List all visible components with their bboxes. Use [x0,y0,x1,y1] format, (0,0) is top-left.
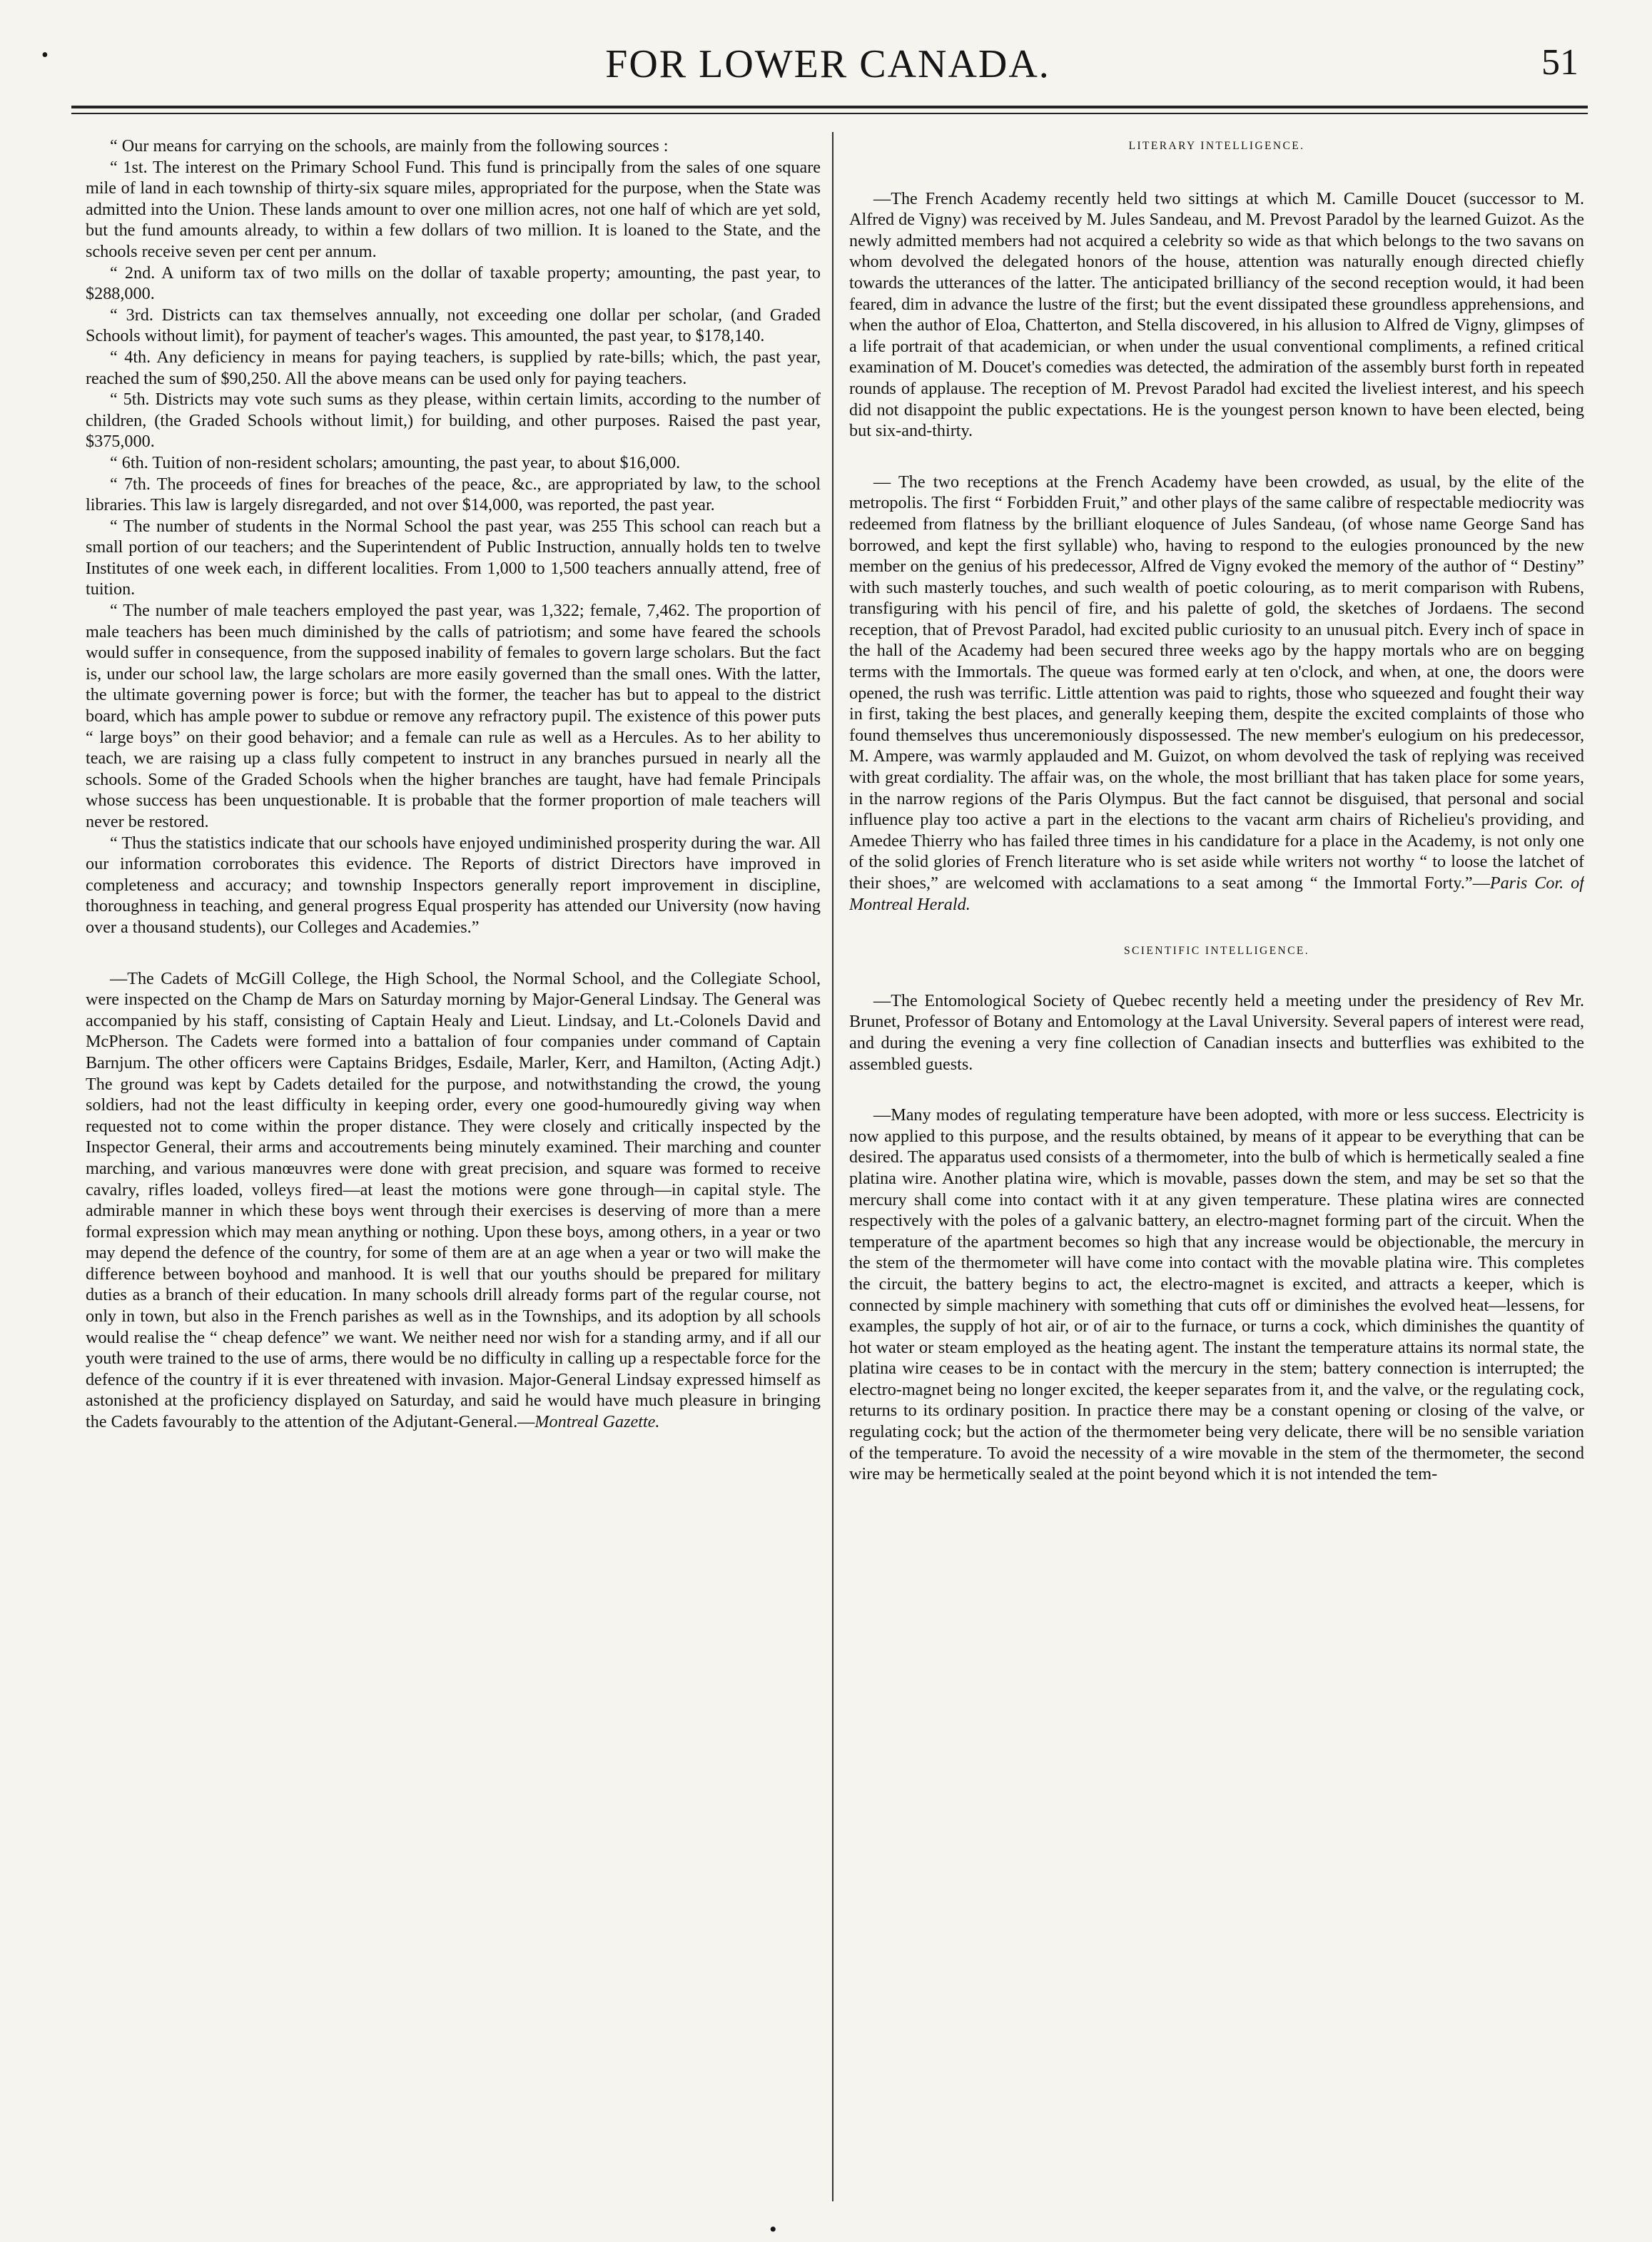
report-paragraph: “ The number of male teachers employed the past year, was 1,322; female, 7,462. The proportion of male teachers has been much diminished by the calls of patriotism; and some have feared the schools would suffer in consequence, from the supposed inability of females to govern large scholars. But the fact is, under our school law, the large scholars are more easily governed than the small ones. With the latter, the ultimate governing power is force; but with the former, the teacher has but to appeal to the district board, which has ample power to subdue or remove any refractory pupil. The existence of this power puts “ large boys” on their good behavior; and a female can rule as well as a Hercules. As to her ability to teach, we are raising up a class fully competent to instruct in any branches pursued in nearly all the schools. Some of the Graded Schools when the higher branches are taught, have had female Principals whose success has been unquestionable. It is probable that the former proportion of male teachers will never be restored. [86,601,821,831]
report-paragraph: “ 7th. The proceeds of fines for breaches of the peace, &c., are appropriated by law, to the school libraries. This law is largely disregarded, and not over $14,000, was reported, the past year. [86,474,821,515]
report-paragraph: “ 2nd. A uniform tax of two mills on the dollar of taxable property; amounting, the past year, to $288,000. [86,263,821,304]
header-rule-thick [71,106,1588,108]
report-paragraph: “ 5th. Districts may vote such sums as they please, within certain limits, according to the number of children, (the Graded Schools without limit,) for building, and other purposes. Raised the past year, $375,000. [86,390,821,452]
report-paragraph: “ Our means for carrying on the schools, are mainly from the following sources : [110,136,669,156]
cadets-article-body: —The Cadets of McGill College, the High School, the Normal School, and the Collegiate School, were inspected on the Champ de Mars on Saturday morning by Major-General Lindsay. The General was accompanied by his staff, consisting of Captain Healy and Lieut. Lindsay, and Lt.-Colonels David and McPherson. The Cadets were formed into a battalion of four companies under command of Captain Barnjum. The other officers were Captains Bridges, Esdaile, Marler, Kerr, and Hamilton, (Acting Adjt.) The ground was kept by Cadets detailed for the purpose, and notwithstanding the crowd, the young soldiers, had not the least difficulty in keeping order, every one good-humouredly giving way when requested not to come within the proper distance. They were closely and critically inspected by the Inspector General, their arms and accoutrements being minutely examined. Their marching and counter marching, and various manœuvres were done with great precision, and square was formed to receive cavalry, rifles loaded, volleys fired—at least the motions were gone through—in capital style. The admirable manner in which these boys went through their exercises is deserving of more than a mere formal expression which may mean anything or nothing. Upon these boys, among others, in a year or two may depend the defence of the country, for some of them are at an age when a year or two will make the difference between boyhood and manhood. It is well that our youths should be prepared for military duties as a branch of their education. In many schools drill already forms part of the regular course, not only in town, but also in the French parishes as well as in the Townships, and its adoption by all schools would realise the “ cheap defence” we want. We neither need nor wish for a standing army, and if all our youth were trained to the use of arms, there would be no difficulty in calling up a respectable force for the defence of the country if it is ever threatened with invasion. Major-General Lindsay expressed himself as astonished at the proficiency displayed on Saturday, and said he would have much pleasure in bringing the Cadets favourably to the attention of the Adjutant-General.— [86,968,821,1432]
article-gap [849,1075,1584,1105]
report-paragraph: “ 4th. Any deficiency in means for paying teachers, is supplied by rate-bills; which, the past year, reached the sum of $90,250. All the above means can be used only for paying teachers. [86,347,821,388]
print-speck: • [769,2218,777,2241]
scientific-paragraph: —Many modes of regulating temperature have been adopted, with more or less success. Electricity is now applied to this purpose, and the results obtained, by means of it appear to be everything that can be desired. The apparatus used consists of a thermometer, into the bulb of which is hermetically sealed a fine platina wire. Another platina wire, which is movable, passes down the stem, and may be set so that the mercury shall come into contact with it at any given temperature. These platina wires are connected respectively with the poles of a galvanic battery, an electro-magnet forming part of the circuit. When the temperature of the apartment becomes so high that any increase would be objectionable, the mercury in the stem of the thermometer will have come into contact with the movable platina wire. This completes the circuit, the battery begins to act, the electro-magnet is excited, and attracts a keeper, which is connected by simple machinery with something that cuts off or diminishes the evolved heat—lessens, for examples, the supply of hot air, or of air to the furnace, or turns a cock, which diminishes the quantity of hot water or steam employed as the heating agent. The instant the temperature attains its normal state, the platina wire ceases to be in contact with the mercury in the stem; battery connection is interrupted; the electro-magnet being no longer excited, the keeper separates from it, and the valve, or the regulating cock, returns to its ordinary position. In practice there may be a constant opening or closing of the valve, or regulating cock; but the action of the thermometer being very delicate, there will be no sensible variation of the temperature. To avoid the necessity of a wire movable in the stem of the thermometer, the second wire may be hermetically sealed at the point beyond which it is not intended the tem- [849,1105,1584,1484]
header-rule-thin [71,113,1588,114]
literary-paragraph: —The French Academy recently held two sittings at which M. Camille Doucet (successor to M. Alfred de Vigny) was received by M. Jules Sandeau, and M. Prevost Paradol by the learned Guizot. As the newly admitted members had not acquired a celebrity so wide as that which belongs to the two savans on whom devolved the delegated honors of the house, attention was naturally enough directed chiefly towards the utterances of the latter. The anticipated brilliancy of the second reception would, it had been feared, dim in advance the lustre of the first; but the event dissipated these groundless apprehensions, and when the author of Eloa, Chatterton, and Stella discovered, in his allusion to Alfred de Vigny, glimpses of a life portrait of that academician, or when under the usual conventional compliments, a refined critical examination of M. Doucet's comedies was detected, the admiration of the assembly burst forth in repeated rounds of applause. The reception of M. Prevost Paradol had excited the liveliest interest, and his speech did not disappoint the public expectations. He is the youngest person known to have been elected, being but six-and-thirty. [849,188,1584,441]
report-paragraph: “ 3rd. Districts can tax themselves annually, not exceeding one dollar per scholar, (and Graded Schools without limit), for payment of teacher's wages. This amounted, the past year, to $178,140. [86,305,821,346]
right-column [849,136,1584,2198]
cadets-article [86,968,821,1433]
report-paragraph: “ 1st. The interest on the Primary School Fund. This fund is principally from the sales of one square mile of land in each township of thirty-six square miles, appropriated for the purpose, when the State was admitted into the Union. These lands amount to over one million acres, not one half of which are yet sold, but the fund amounts already, to within a few dollars of two million. It is loaned to the State, and the schools receive seven per cent per annum. [86,157,821,261]
literary-paragraph-body: — The two receptions at the French Academy have been crowded, as usual, by the elite of the metropolis. The first “ Forbidden Fruit,” and other plays of the same calibre of respectable mediocrity was redeemed from flatness by the brilliant eloquence of Jules Sandeau, (of whose name George Sand has borrowed, and kept the first syllable) who, having to respond to the eulogies pronounced by the new member on the genius of his predecessor, Alfred de Vigny evoked the memory of the author of “ Destiny” with such masterly touches, and such wealth of poetic colouring, as to merit comparison with Rubens, transfiguring with his pencil of fire, and his palette of gold, the sketches of Jordaens. The second reception, that of Prevost Paradol, had excited public curiosity to an unusual pitch. Every inch of space in the hall of the Academy had been secured three weeks ago by the happy mortals who are on begging terms with the Immortals. The queue was formed early at ten o'clock, and when, at one, the doors were opened, the rush was terrific. Little attention was paid to rights, those who squeezed and fought their way in first, taking the best places, and generally keeping them, despite the excited complaints of those who found themselves thus unceremoniously dispossessed. The new member's eulogium on his predecessor, M. Ampere, was warmly applauded and M. Guizot, on whom devolved the task of replying was received with great cordiality. The affair was, on the whole, the most brilliant that has taken place for some years, in the narrow regions of the Paris Olympus. But the fact cannot be disguised, that personal and social influence play too active a part in the elections to the vacant arm chairs of Richelieu's providing, and Amedee Thierry who has failed three times in his candidature for a place in the Academy, is not only one of the solid glories of French literature who is set aside while writers not worthy “ to loose the latchet of their shoes,” are welcomed with acclamations to a seat among “ the Immortal Forty.”— [849,472,1584,893]
literary-heading: LITERARY INTELLIGENCE. [1128,140,1305,152]
report-paragraph: “ Thus the statistics indicate that our schools have enjoyed undiminished prosperity during the war. All our information corroborates this evidence. The Reports of district Directors have improved in completeness and accuracy; and township Inspectors generally report improvement in discipline, thoroughness in teaching, and general progress Equal prosperity has attended our University (now having over a thousand students), our Colleges and Academies.” [86,833,821,937]
scientific-heading: SCIENTIFIC INTELLIGENCE. [1124,945,1309,958]
literary-credit: Paris Cor. of Montreal Herald. [849,873,1584,914]
literary-paragraph [849,472,1584,915]
cadets-credit: Montreal Gazette. [534,1412,660,1432]
page-header [71,37,1584,94]
print-speck: • [41,44,49,66]
article-gap [849,442,1584,472]
left-column [86,136,821,2198]
scientific-paragraph: —The Entomological Society of Quebec recently held a meeting under the presidency of Rev Mr. Brunet, Professor of Botany and Entomology at the Laval University. Several papers of interest were read, and during the evening a very fine collection of Canadian insects and butterflies was exhibited to the assembled guests. [849,990,1584,1074]
report-paragraph: “ 6th. Tuition of non-resident scholars; amounting, the past year, to about $16,000. [110,452,681,472]
article-gap [86,938,821,968]
page-number: 51 [1541,42,1578,83]
running-title: FOR LOWER CANADA. [605,42,1050,86]
report-paragraph: “ The number of students in the Normal School the past year, was 255 This school can reach but a small portion of our teachers; and the Superintendent of Public Instruction, annually holds ten to twelve Institutes of one week each, in different localities. From 1,000 to 1,500 teachers annually attend, free of tuition. [86,516,821,599]
column-divider [832,132,833,2201]
